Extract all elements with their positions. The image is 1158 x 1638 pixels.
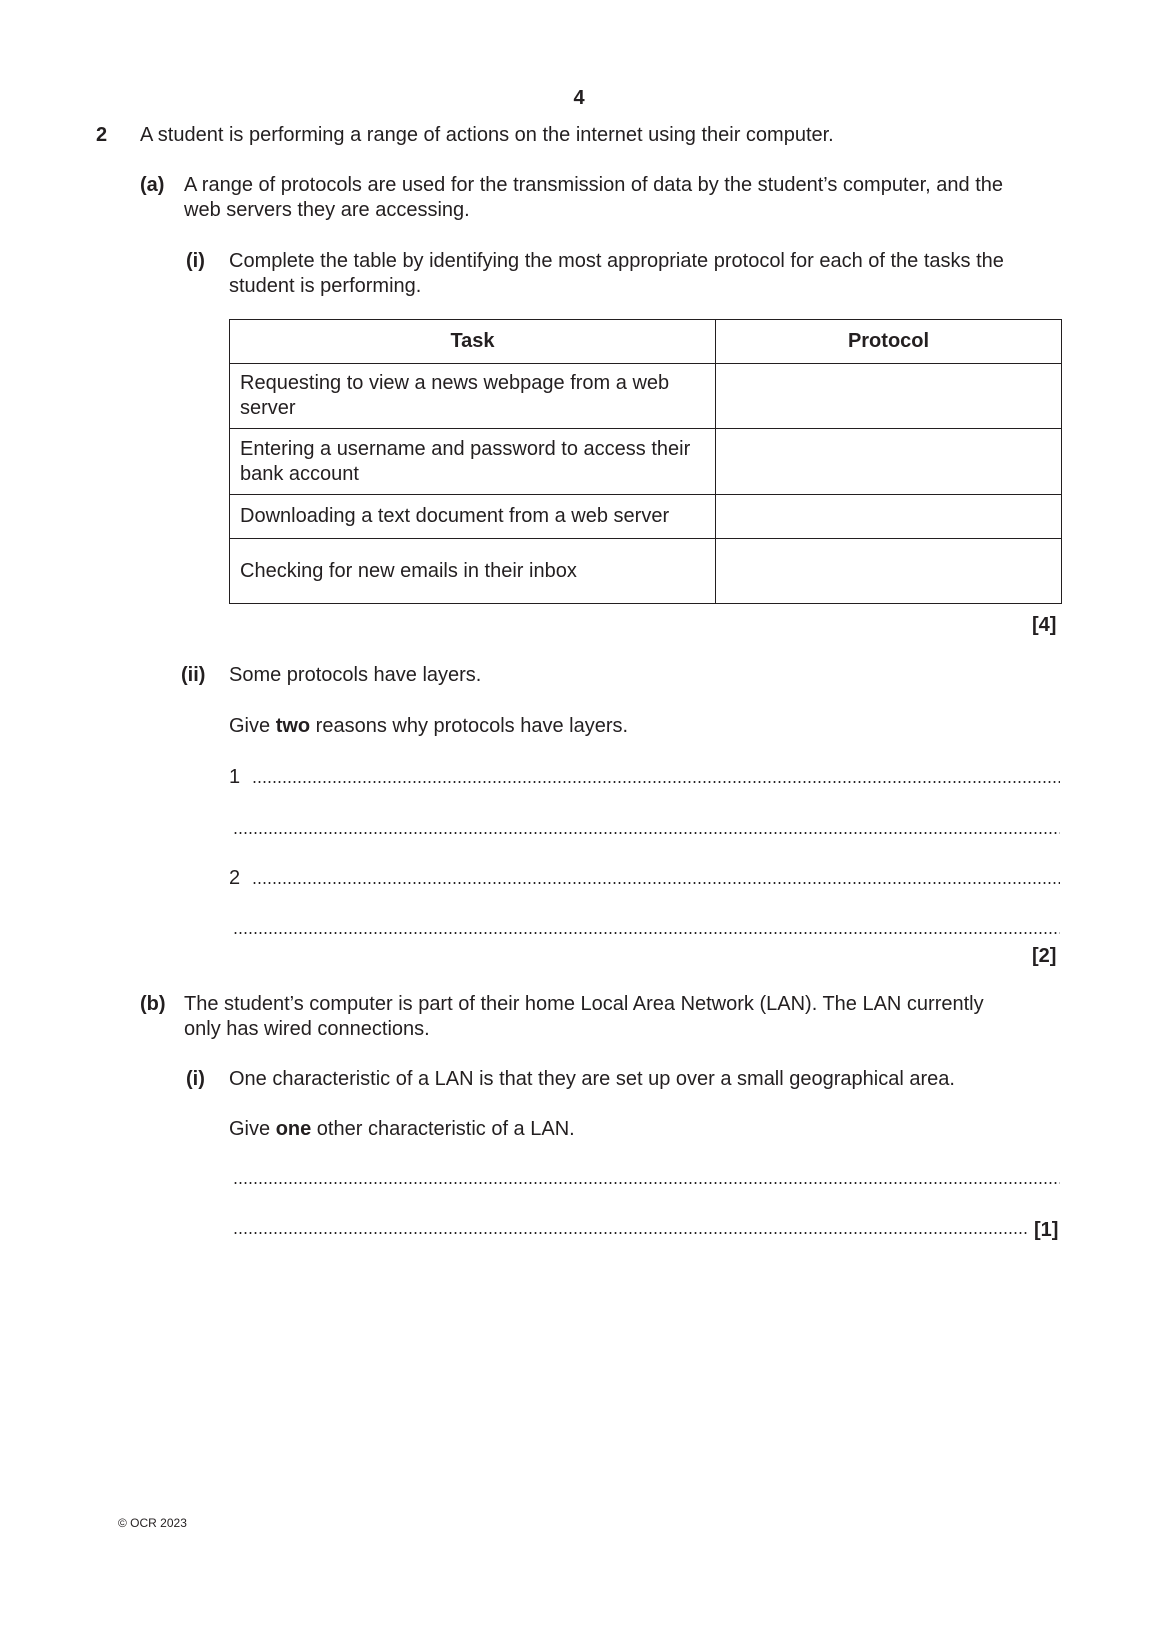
part-b-text-line2: only has wired connections. xyxy=(184,1018,430,1040)
answer-line-1b[interactable] xyxy=(233,832,1060,834)
part-b-i-label: (i) xyxy=(186,1068,205,1090)
protocol-answer-cell[interactable] xyxy=(716,429,1062,495)
answer-label-1: 1 xyxy=(229,766,241,788)
question-stem: A student is performing a range of actions on the internet using their computer. xyxy=(140,124,834,146)
protocol-table xyxy=(229,319,1062,604)
part-a-ii-label: (ii) xyxy=(181,664,206,686)
table-row xyxy=(230,539,1062,604)
part-a-i-text-line1: Complete the table by identifying the most appropriate protocol for each of the tasks the xyxy=(229,250,1004,272)
part-b-label: (b) xyxy=(140,993,166,1015)
column-header-protocol: Protocol xyxy=(716,320,1062,364)
answer-line-2b[interactable] xyxy=(233,932,1060,934)
marks-b-i: [1] xyxy=(1034,1219,1059,1241)
part-a-text-line1: A range of protocols are used for the transmission of data by the student’s computer, and the xyxy=(184,174,1004,196)
protocol-answer-cell[interactable] xyxy=(716,364,1062,429)
marks-a-ii: [2] xyxy=(1032,945,1057,967)
answer-line-b-2[interactable] xyxy=(233,1232,1029,1234)
copyright-footer: © OCR 2023 xyxy=(118,1516,187,1530)
emphasis-one: one xyxy=(275,1118,312,1140)
task-cell: Downloading a text document from a web server xyxy=(230,495,716,539)
part-b-text-line1: The student’s computer is part of their home Local Area Network (LAN). The LAN currently xyxy=(184,993,984,1015)
table-row xyxy=(230,495,1062,539)
column-header-task: Task xyxy=(230,320,716,364)
part-a-ii-text: Some protocols have layers. xyxy=(229,664,482,686)
answer-line-b-1[interactable] xyxy=(233,1182,1060,1184)
emphasis-two: two xyxy=(275,715,311,737)
part-a-label: (a) xyxy=(140,174,165,196)
part-b-i-text: One characteristic of a LAN is that they are set up over a small geographical area. xyxy=(229,1068,955,1090)
task-cell: Requesting to view a news webpage from a web server xyxy=(230,364,716,429)
task-cell: Entering a username and password to access their bank account xyxy=(230,429,716,495)
table-row xyxy=(230,429,1062,495)
protocol-answer-cell[interactable] xyxy=(716,495,1062,539)
page-number: 4 xyxy=(573,87,585,109)
answer-label-2: 2 xyxy=(229,867,241,889)
protocol-answer-cell[interactable] xyxy=(716,539,1062,604)
answer-line-1a[interactable] xyxy=(252,781,1060,783)
part-a-ii-prompt: Give two reasons why protocols have layers. xyxy=(229,715,629,737)
task-cell: Checking for new emails in their inbox xyxy=(230,539,716,604)
marks-a-i: [4] xyxy=(1032,614,1057,636)
part-b-i-prompt: Give one other characteristic of a LAN. xyxy=(229,1118,575,1140)
question-number: 2 xyxy=(96,124,108,146)
part-a-i-text-line2: student is performing. xyxy=(229,275,422,297)
table-header-row xyxy=(230,320,1062,364)
answer-line-2a[interactable] xyxy=(252,882,1060,884)
table-row xyxy=(230,364,1062,429)
part-a-i-label: (i) xyxy=(186,250,205,272)
part-a-text-line2: web servers they are accessing. xyxy=(184,199,470,221)
